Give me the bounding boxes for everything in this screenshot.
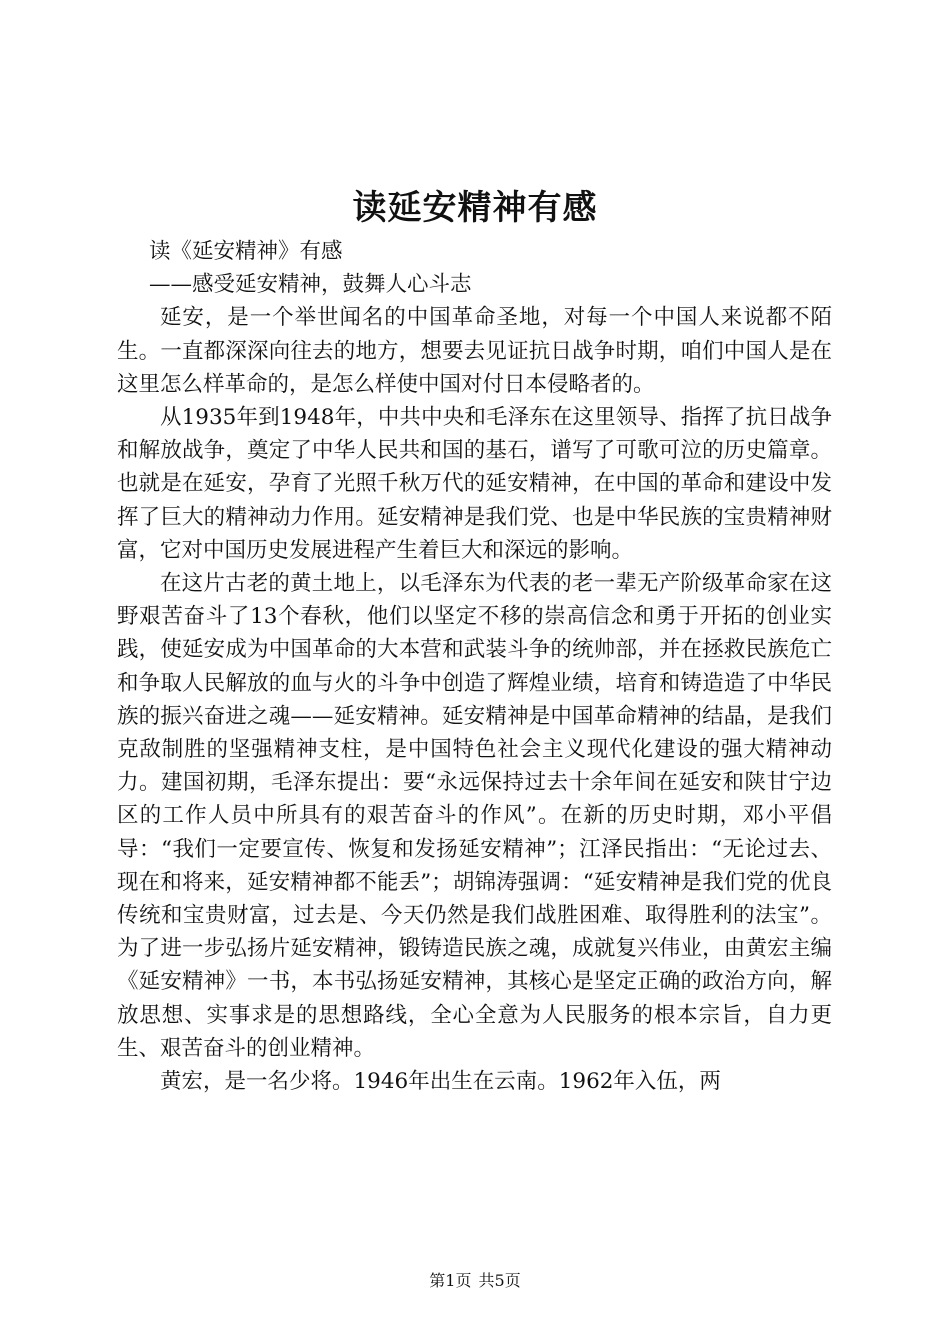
- page-number: 第1页: [429, 1271, 472, 1290]
- heading-line-2: ——感受延安精神，鼓舞人心斗志: [149, 272, 472, 298]
- document-body: [117, 235, 832, 1098]
- page-total: 共5页: [478, 1271, 521, 1290]
- paragraph: 从1935年到1948年，中共中央和毛泽东在这里领导、指挥了抗日战争和解放战争，奠定了中华人民共和国的基石，谱写了可歌可泣的历史篇章。也就是在延安，孕育了光照千秋万代的延安精神，在中国的革命和建设中发挥了巨大的精神动力作用。延安精神是我们党、也是中华民族的宝贵精神财富，它对中国历史发展进程产生着巨大和深远的影响。: [117, 405, 832, 563]
- paragraph: 延安，是一个举世闻名的中国革命圣地，对每一个中国人来说都不陌生。一直都深深向往去的地方，想要去见证抗日战争时期，咱们中国人是在这里怎么样革命的，是怎么样使中国对付日本侵略者的。: [117, 305, 832, 397]
- heading-line-1: 读《延安精神》有感: [149, 239, 343, 264]
- paragraph: 黄宏，是一名少将。1946年出生在云南。1962年入伍，两: [160, 1069, 721, 1095]
- document-title: 读延安精神有感: [352, 188, 598, 228]
- page-footer: [0, 1270, 950, 1292]
- paragraph: 在这片古老的黄土地上，以毛泽东为代表的老一辈无产阶级革命家在这野艰苦奋斗了13个春秋，他们以坚定不移的崇高信念和勇于开拓的创业实践，使延安成为中国革命的大本营和武装斗争的统帅部，并在拯救民族危亡和争取人民解放的血与火的斗争中创造了辉煌业绩，培育和铸造造了中华民族的振兴奋进之魂——延安精神。延安精神是中国革命精神的结晶，是我们克敌制胜的坚强精神支柱，是中国特色社会主义现代化建设的强大精神动力。建国初期，毛泽东提出：要“永远保持过去十余年间在延安和陕甘宁边区的工作人员中所具有的艰苦奋斗的作风”。在新的历史时期，邓小平倡导：“我们一定要宣传、恢复和发扬延安精神”；江泽民指出：“无论过去、现在和将来，延安精神都不能丢”；胡锦涛强调：“延安精神是我们党的优良传统和宝贵财富，过去是、今天仍然是我们战胜困难、取得胜利的法宝”。为了进一步弘扬片延安精神，锻铸造民族之魂，成就复兴伟业，由黄宏主编《延安精神》一书，本书弘扬延安精神，其核心是坚定正确的政治方向，解放思想、实事求是的思想路线，全心全意为人民服务的根本宗旨，自力更生、艰苦奋斗的创业精神。: [117, 571, 832, 1061]
